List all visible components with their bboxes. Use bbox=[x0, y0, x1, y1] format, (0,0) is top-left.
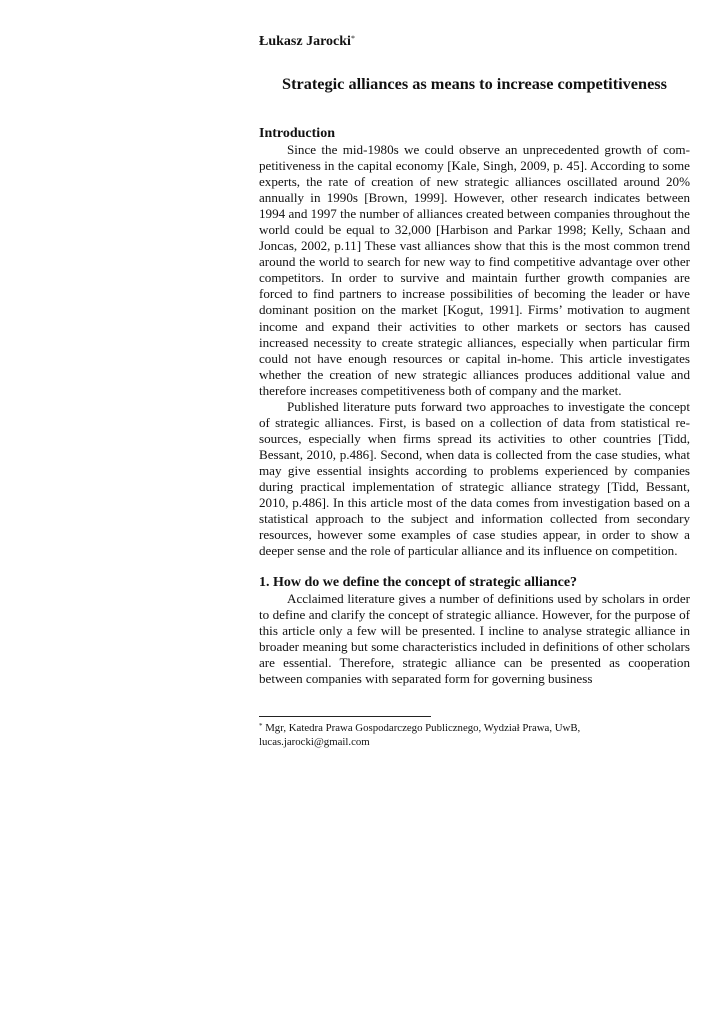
paper-title: Strategic alliances as means to increase competitiveness bbox=[282, 74, 667, 93]
paragraph: Acclaimed literature gives a number of definitions used by scholars in order to define and clarify the concept of strategic alliance. However, for the purpose of this article only a few will be presented. I incline to analyse strategic alliance in broader meaning but some characteristics included in definitions of other scholars are essential. Therefore, strategic alliance can be presented as cooperation between companies with separated form for governing business bbox=[259, 591, 690, 687]
author-footnote-marker: * bbox=[350, 34, 355, 43]
article-body bbox=[259, 125, 690, 688]
section-spacer bbox=[259, 559, 690, 574]
footnote-marker: * bbox=[259, 722, 263, 730]
section-heading-definition: 1. How do we define the concept of strategic alliance? bbox=[259, 575, 578, 591]
paragraph: Since the mid-1980s we could observe an unprecedented growth of competitiveness in the capital economy [Kale, Singh, 2009, p. 45]. According to some experts, the rate of creation of new strategic alliances oscillated around 20% annually in 1990s [Brown, 1999]. However, other research indicates between 1994 and 1997 the number of alliances created between companies throughout the world could be equal to 32,000 [Harbison and Parkar 1998; Kelly, Schaan and Joncas, 2002, p.11] These vast alliances show that this is the most common trend around the world to search for new way to find competitive advantage over other competitors. In order to survive and maintain further growth companies are forced to find partners to increase possibilities of becoming the leader or have dominant position on the market [Kogut, 1991]. Firms’ motivation to augment income and expand their activities to other markets or sectors has caused increased necessity to create strategic alliances, especially when particular firm could not have enough resources or capital in-home. This article investigates whether the creation of new strategic alliances produces additional value and therefore increases competitiveness both of company and the market. bbox=[259, 142, 690, 398]
author-text: Łukasz Jarocki bbox=[259, 34, 351, 49]
footnote-line-affiliation bbox=[259, 721, 690, 735]
footnote-affiliation: Mgr, Katedra Prawa Gospodarczego Publicznego, Wydział Prawa, UwB, bbox=[265, 722, 581, 734]
author-name bbox=[259, 34, 355, 50]
section-heading-introduction: Introduction bbox=[259, 126, 335, 141]
paragraph: Published literature puts forward two approaches to investigate the concept of strategic alliances. First, is based on a collection of data from statistical resources, especially when firms spread its activities to other countries [Tidd, Bessant, 2010, p.486]. Second, when data is collected from the case studies, what may give essential insights according to problems experienced by companies during practical implementation of strategic alliance strategy [Tidd, Bessant, 2010, p.486]. In this article most of the data comes from investigation based on a statistical approach to the subject and information collected from secondary resources, however some examples of case studies appear, in order to show a deeper sense and the role of particular alliance and its influence on competition. bbox=[259, 398, 690, 559]
footnote-email: lucas.jarocki@gmail.com bbox=[259, 736, 370, 748]
footnote-divider bbox=[259, 716, 431, 717]
footnote bbox=[259, 721, 690, 749]
